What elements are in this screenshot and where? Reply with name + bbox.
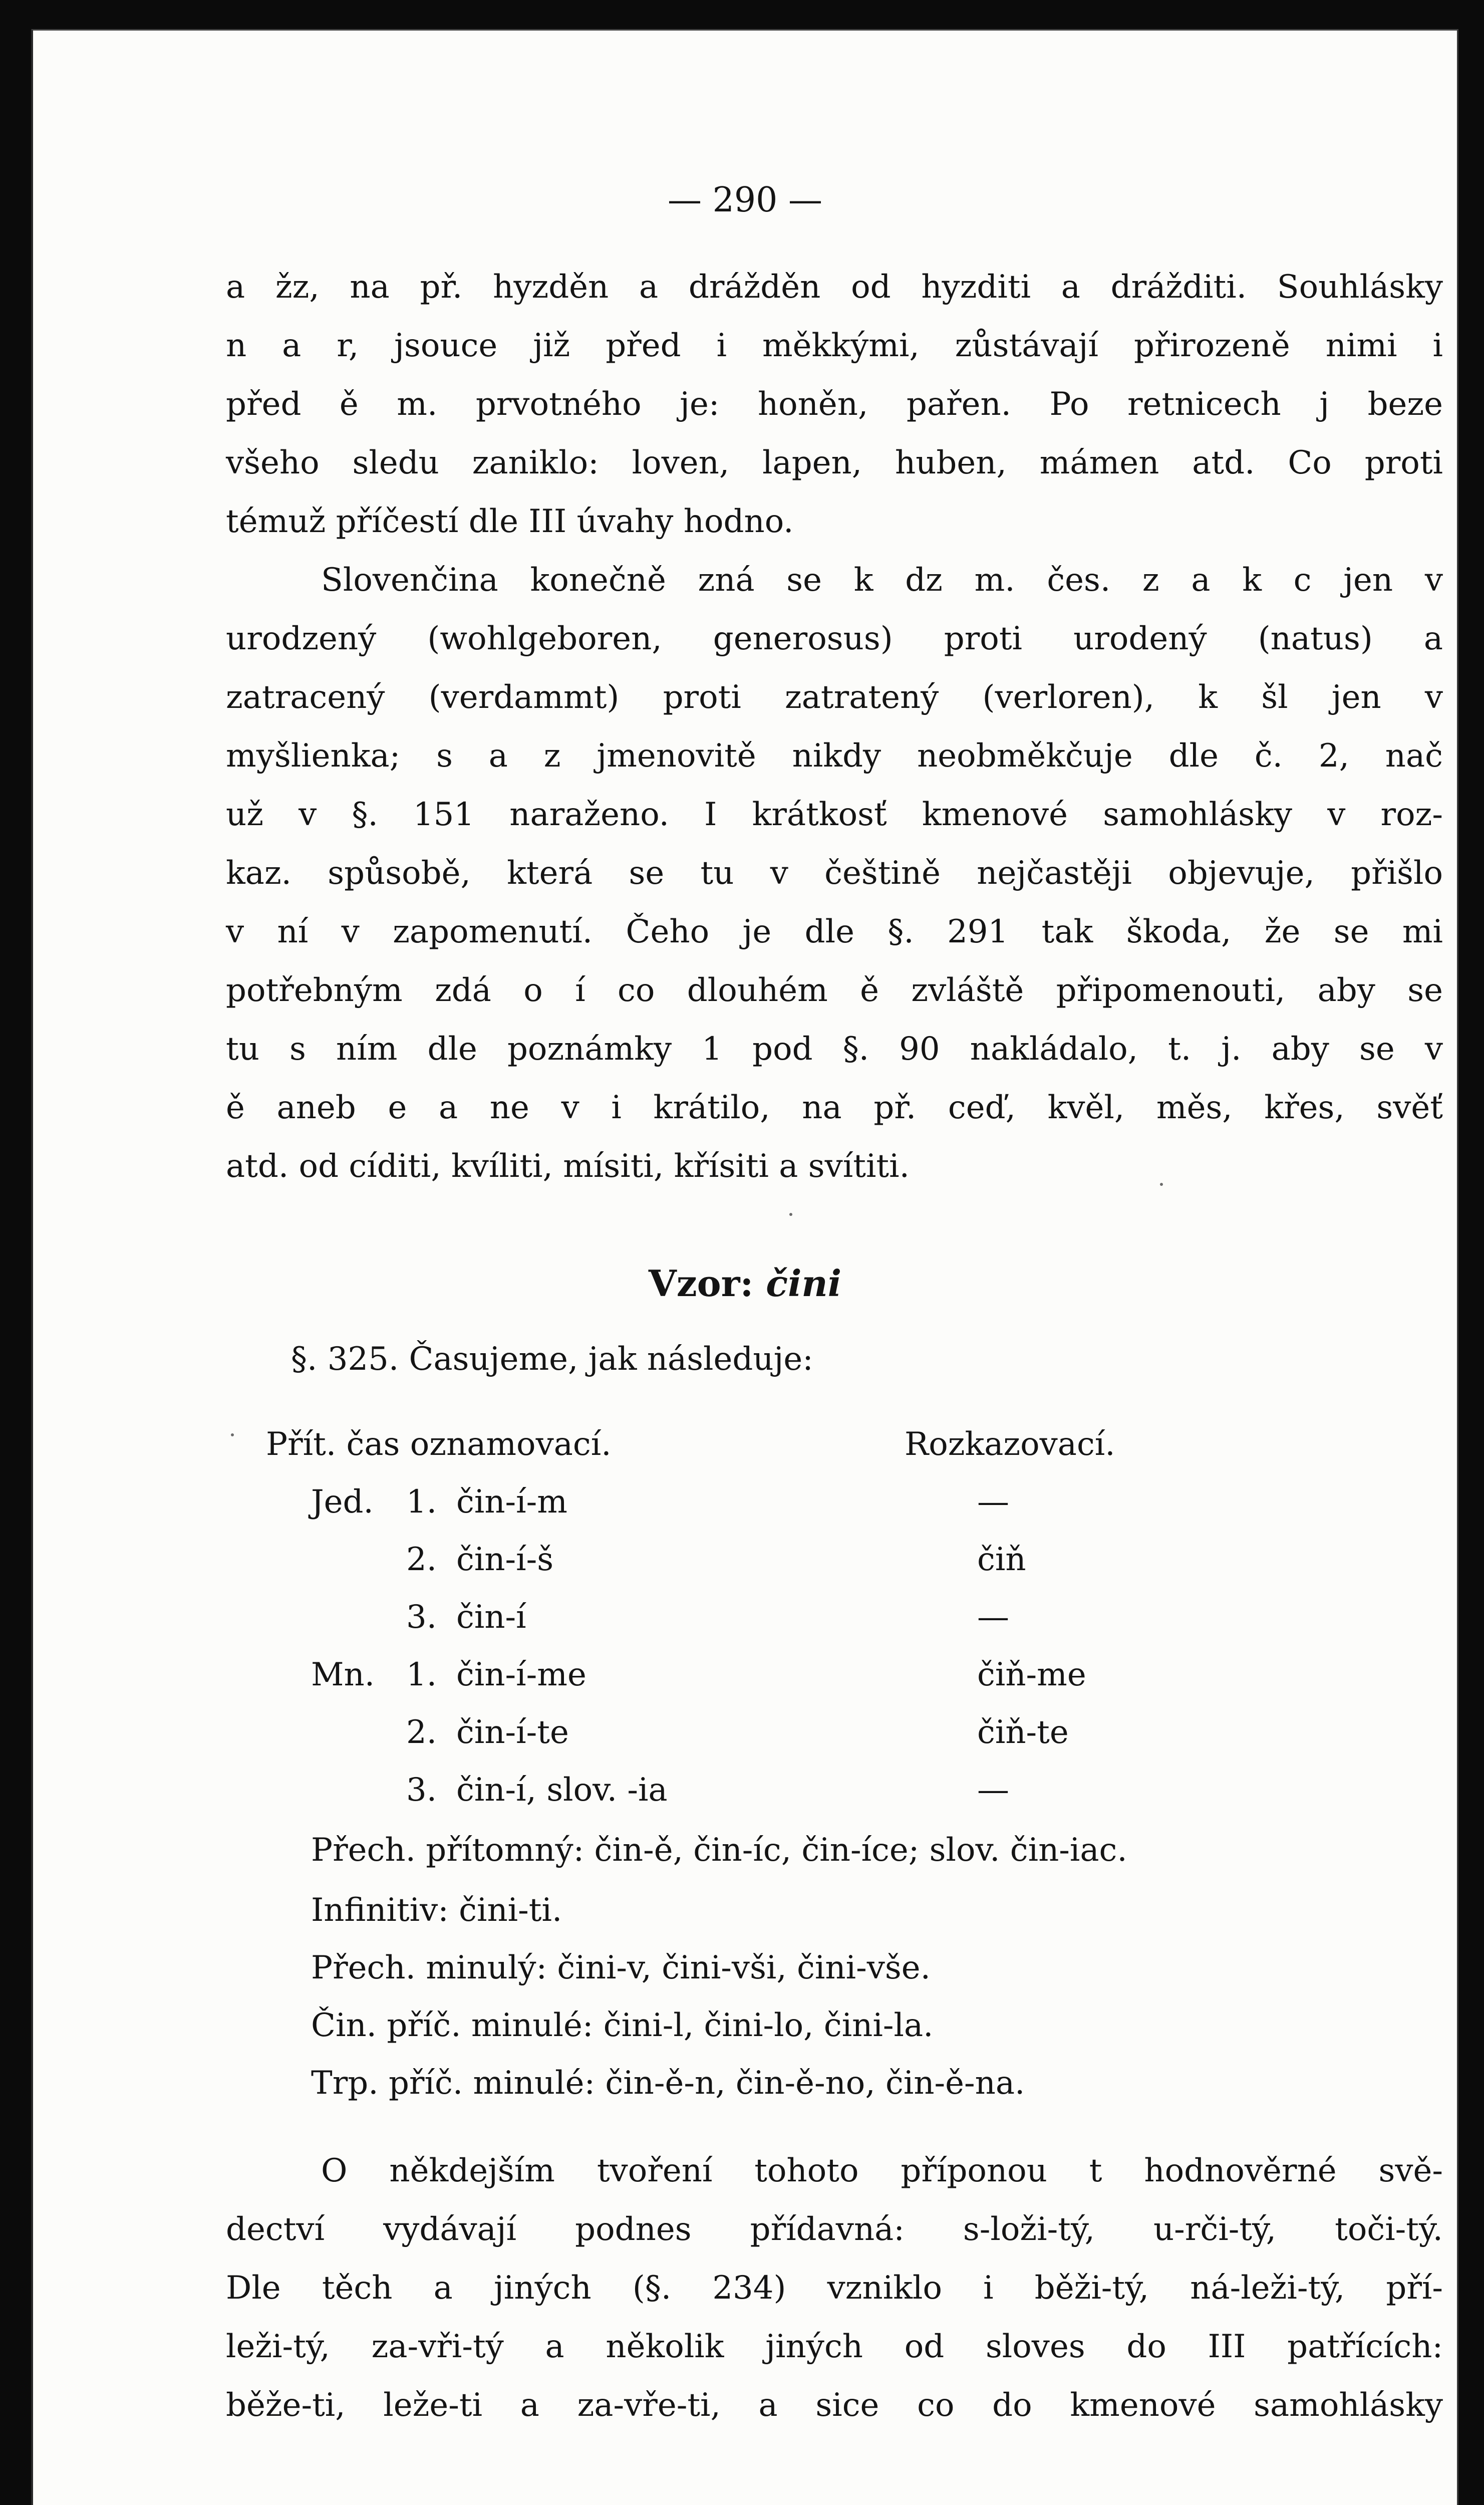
form-line-5: Trp. příč. minulé: čin-ě-n, čin-ě-no, čin-ě-na. — [311, 2065, 1025, 2102]
speck — [1160, 1183, 1163, 1186]
row-number: 1. — [406, 1483, 437, 1521]
row-group: Mn. — [311, 1656, 375, 1693]
paragraph2-line-8: potřebným zdá o í co dlouhém ě zvláště připomenouti, aby se — [226, 972, 1443, 1009]
paragraph2-line-11: atd. od cíditi, kvíliti, mísiti, křísiti a svítiti. — [226, 1148, 910, 1185]
paragraph1-line-4: všeho sledu zaniklo: loven, lapen, huben, mámen atd. Co proti — [226, 444, 1443, 481]
paragraph2-line-1: Slovenčina konečně zná se k dz m. čes. z a k c jen v — [321, 562, 1443, 599]
paragraph3-line-1: O někdejším tvoření tohoto příponou t hodnověrné svě- — [321, 2152, 1443, 2189]
row-form: čin-í-te — [456, 1714, 569, 1751]
paragraph3-line-4: leži-tý, za-vři-tý a několik jiných od sloves do III patřících: — [226, 2328, 1443, 2365]
speck — [789, 1213, 792, 1216]
paragraph1-line-2: n a r, jsouce již před i měkkými, zůstávají přirozeně nimi i — [226, 327, 1443, 364]
book-page — [31, 29, 1458, 2505]
row-form: čin-í-m — [456, 1483, 567, 1521]
row-form: čin-í-me — [456, 1656, 586, 1693]
paragraph2-line-6: kaz. spůsobě, která se tu v češtině nejčastěji objevuje, přišlo — [226, 855, 1443, 892]
speck — [231, 1433, 234, 1436]
form-line-2: Infinitiv: čini-ti. — [311, 1892, 562, 1929]
row-imperative: čiň — [977, 1541, 1026, 1578]
form-line-1: Přech. přítomný: čin-ě, čin-íc, čin-íce; slov. čin-iac. — [311, 1832, 1127, 1869]
paragraph1-line-5: témuž příčestí dle III úvahy hodno. — [226, 503, 794, 540]
heading-word: čini — [766, 1262, 842, 1305]
row-number: 2. — [406, 1541, 437, 1578]
row-number: 2. — [406, 1714, 437, 1751]
row-imperative: — — [977, 1483, 1009, 1521]
paragraph2-line-10: ě aneb e a ne v i krátilo, na př. ceď, kvěl, měs, křes, svěť — [226, 1089, 1443, 1126]
paragraph3-line-2: dectví vydávají podnes přídavná: s-loži-tý, u-rči-tý, toči-tý. — [226, 2211, 1443, 2248]
row-imperative: — — [977, 1599, 1009, 1636]
form-line-4: Čin. příč. minulé: čini-l, čini-lo, čini-la. — [311, 2007, 934, 2044]
form-line-3: Přech. minulý: čini-v, čini-vši, čini-vše. — [311, 1949, 931, 1986]
conjugation-right-header: Rozkazovací. — [905, 1426, 1115, 1463]
paragraph2-line-7: v ní v zapomenutí. Čeho je dle §. 291 tak škoda, že se mi — [226, 913, 1443, 950]
paragraph1-line-1: a žz, na př. hyzděn a drážděn od hyzditi a drážditi. Souhlásky — [226, 269, 1443, 306]
section-intro: §. 325. Časujeme, jak následuje: — [291, 1341, 813, 1378]
row-number: 1. — [406, 1656, 437, 1693]
paragraph2-line-9: tu s ním dle poznámky 1 pod §. 90 nakládalo, t. j. aby se v — [226, 1031, 1443, 1068]
conjugation-left-header: Přít. čas oznamovací. — [266, 1426, 612, 1463]
row-imperative: čiň-me — [977, 1656, 1086, 1693]
row-number: 3. — [406, 1599, 437, 1636]
row-form: čin-í — [456, 1599, 526, 1636]
row-imperative: čiň-te — [977, 1714, 1069, 1751]
page-number: — 290 — — [667, 180, 823, 220]
heading-label: Vzor: — [648, 1262, 754, 1305]
paragraph1-line-3: před ě m. prvotného je: honěn, pařen. Po retnicech j beze — [226, 386, 1443, 423]
row-imperative: — — [977, 1772, 1009, 1809]
row-form: čin-í, slov. -ia — [456, 1772, 668, 1809]
row-form: čin-í-š — [456, 1541, 554, 1578]
paragraph3-line-3: Dle těch a jiných (§. 234) vzniklo i běži-tý, ná-leži-tý, pří- — [226, 2270, 1443, 2307]
row-number: 3. — [406, 1772, 437, 1809]
row-group: Jed. — [311, 1483, 374, 1521]
paragraph2-line-5: už v §. 151 naraženo. I krátkosť kmenové samohlásky v roz- — [226, 796, 1443, 833]
section-heading — [33, 1262, 1457, 1305]
paragraph2-line-2: urodzený (wohlgeboren, generosus) proti urodený (natus) a — [226, 620, 1443, 657]
paragraph2-line-3: zatracený (verdammt) proti zatratený (verloren), k šl jen v — [226, 679, 1443, 716]
paragraph2-line-4: myšlienka; s a z jmenovitě nikdy neobměkčuje dle č. 2, nač — [226, 737, 1443, 775]
paragraph3-line-5: běže-ti, leže-ti a za-vře-ti, a sice co do kmenové samohlásky — [226, 2387, 1443, 2424]
